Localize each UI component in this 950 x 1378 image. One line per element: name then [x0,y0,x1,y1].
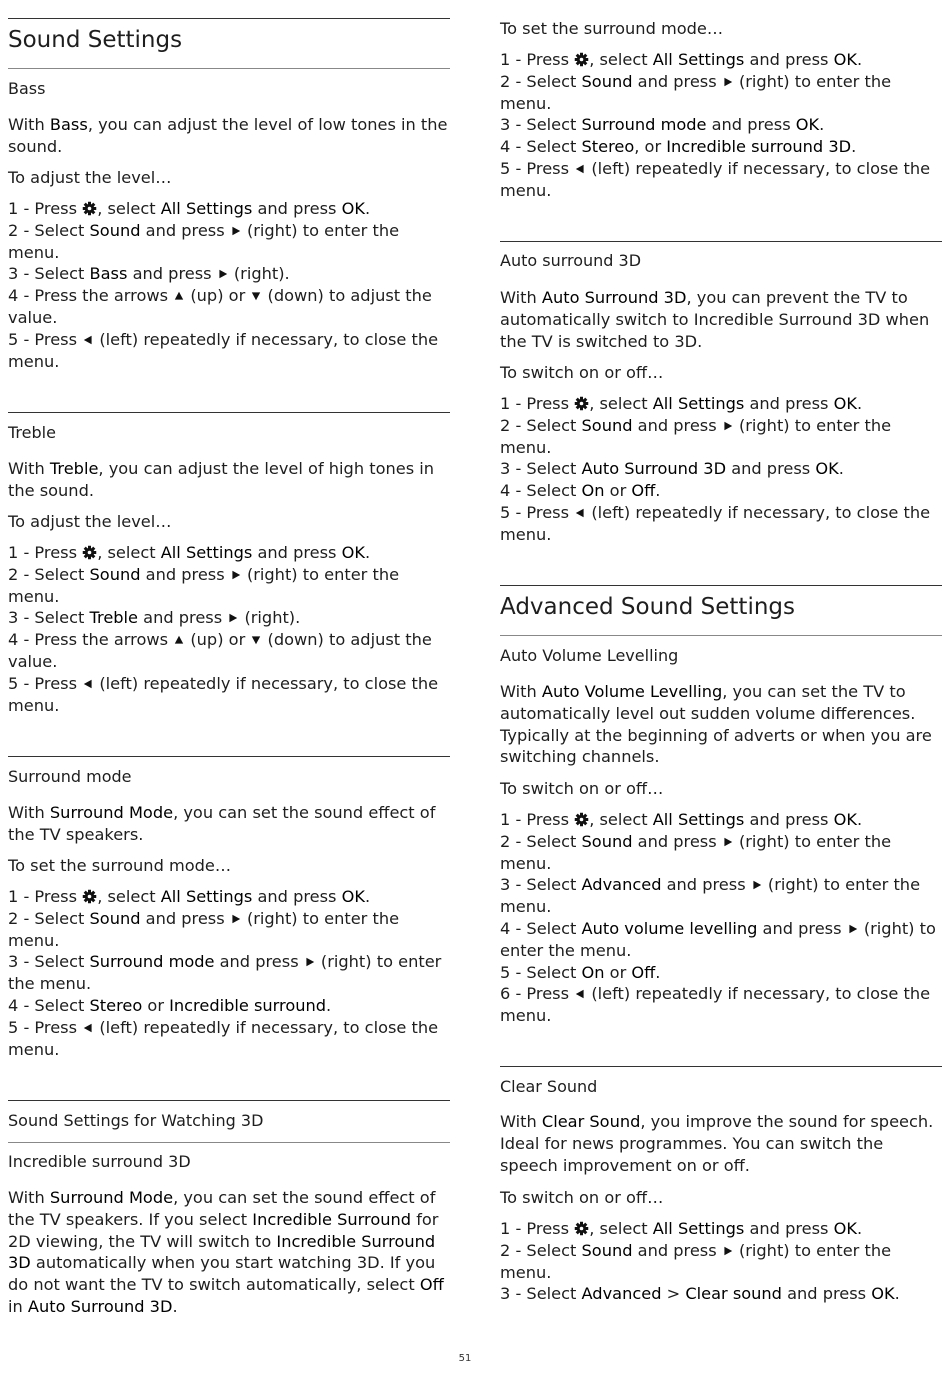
text-run: 2 - Select [500,71,582,91]
gear-icon [574,396,589,411]
step-item [8,951,453,995]
text-run: , you improve the sound for speech. Ideal for news programmes. You can switch the speech improvement on or off. [500,1112,934,1175]
avl-lead: To switch on or off… [500,779,664,798]
ui-term: Surround mode [89,952,215,972]
ui-term: Treble [89,608,139,628]
text-run: (left) repeatedly if necessary, to close the menu. [8,673,439,715]
treble-steps [8,542,453,716]
text-run: 3 - Select [500,875,582,895]
watch3d-heading: Sound Settings for Watching 3D [8,1111,264,1130]
text-run: , select [97,543,161,562]
arrow-left-icon [82,334,94,346]
ui-term: OK [341,887,365,906]
text-run: 2 - Select [500,1240,582,1260]
text-run: (right). [239,608,301,628]
ui-term: OK [833,50,857,69]
step-item [8,886,453,908]
bass-steps [8,198,453,372]
text-run: . [819,115,825,135]
ui-term: Advanced [581,1284,662,1304]
section-rule [8,756,450,757]
text-run: 1 - Press [8,199,83,218]
text-run: (right) to enter the menu. [500,918,936,960]
text-run: and press [744,1219,834,1238]
text-run: 1 - Press [8,887,83,906]
arrow-right-icon [722,836,734,848]
text-run: 4 - Select [500,137,582,157]
auto3d-intro [500,287,945,352]
step-item [8,285,453,329]
arrow-down-icon [250,290,262,302]
step-item [8,673,453,717]
step-item [8,995,453,1017]
text-run: With [8,1188,50,1207]
text-run: 4 - Press the arrows [8,630,174,650]
text-run: 5 - Press [500,502,575,522]
text-run: (left) repeatedly if necessary, to close the menu. [500,984,931,1026]
text-run: or [142,995,170,1015]
gear-icon [82,201,97,216]
section-rule [8,412,450,413]
text-run: With [8,803,50,822]
text-run: (up) or [185,286,251,306]
text-run: and press [252,543,342,562]
step-item [8,198,453,220]
clear-sound-heading: Clear Sound [500,1077,598,1096]
text-run: 3 - Select [8,952,90,972]
ui-term: Bass [49,115,88,134]
arrow-right-icon [722,76,734,88]
text-run: and press [744,50,834,69]
text-run: 1 - Press [500,810,575,829]
arrow-left-icon [574,507,586,519]
text-run: 4 - Select [500,481,582,501]
text-run: With [8,459,50,478]
step-item [500,136,945,158]
text-run: (up) or [185,630,251,650]
ui-term: Surround mode [581,115,707,135]
text-run: 5 - Press [8,673,83,693]
arrow-down-icon [250,634,262,646]
text-run: 1 - Press [500,50,575,69]
bass-heading: Bass [8,79,46,98]
step-item [500,71,945,115]
text-run: and press [661,875,751,895]
text-run: . [655,481,661,501]
text-run: , you can adjust the level of low tones in the sound. [8,115,448,156]
text-run: and press [632,415,722,435]
ui-term: Auto Surround 3D [27,1296,173,1316]
ui-term: Surround Mode [49,803,174,822]
clear-sound-steps [500,1218,945,1305]
gear-icon [574,1221,589,1236]
ui-term: Off [419,1275,444,1295]
text-run: 5 - Press [8,1017,83,1037]
text-run: , you can set the sound effect of the TV speakers. If you select [8,1188,436,1229]
text-run: (left) repeatedly if necessary, to close the menu. [8,329,439,371]
ui-term: OK [833,394,857,413]
text-run: and press [781,1284,872,1304]
text-run: 1 - Press [500,1219,575,1238]
ui-term: Sound [89,564,141,584]
text-run: (left) repeatedly if necessary, to close the menu. [500,158,931,200]
auto3d-lead: To switch on or off… [500,363,664,382]
avl-heading: Auto Volume Levelling [500,646,679,665]
text-run: (right) to enter the menu. [8,908,400,950]
text-run: 2 - Select [8,908,90,928]
ui-term: All Settings [160,199,253,218]
text-run: , select [97,887,161,906]
ui-term: All Settings [160,543,253,562]
ui-term: Treble [49,459,99,478]
step-item [500,1218,945,1240]
arrow-right-icon [751,879,763,891]
subsection-rule [8,1142,450,1143]
step-item [500,983,945,1027]
text-run: 5 - Press [500,158,575,178]
text-run: 2 - Select [8,564,90,584]
ui-term: Auto volume levelling [581,918,758,938]
text-run: automatically when you start watching 3D. If you do not want the TV to switch automatically, select [8,1253,436,1295]
ui-term: All Settings [652,50,745,69]
arrow-right-icon [230,913,242,925]
text-run: (right) to enter the menu. [500,1240,892,1282]
step-item [8,629,453,673]
ui-term: OK [795,115,820,135]
bass-intro [8,114,453,158]
text-run: . [857,394,863,413]
text-run: and press [726,459,816,479]
text-run: or [604,481,632,501]
ui-term: OK [341,199,365,218]
clear-sound-intro [500,1111,945,1176]
ui-term: Clear sound [685,1284,782,1304]
ui-term: Sound [581,831,633,851]
text-run: With [500,1112,542,1131]
text-run: (right) to enter the menu. [500,415,892,457]
step-item [500,480,945,502]
text-run: 1 - Press [8,543,83,562]
ui-term: Auto Surround 3D [541,288,687,307]
text-run: (right) to enter the menu. [500,875,921,917]
text-run: 5 - Select [500,962,582,982]
ui-term: Incredible surround [169,995,327,1015]
auto3d-steps [500,393,945,546]
text-run: , you can set the sound effect of the TV speakers. [8,803,436,844]
arrow-right-icon [230,569,242,581]
ui-term: Sound [89,220,141,240]
surround-steps [8,886,453,1060]
step-item [500,874,945,918]
text-run: . [172,1296,178,1316]
text-run: 6 - Press [500,984,575,1004]
step-item [8,564,453,608]
ui-term: OK [871,1284,895,1304]
step-item [500,415,945,459]
text-run: and press [140,908,230,928]
text-run: and press [632,71,722,91]
text-run: and press [757,918,847,938]
step-item [500,158,945,202]
text-run: and press [744,810,834,829]
advanced-title: Advanced Sound Settings [500,594,795,620]
text-run: and press [252,199,342,218]
ui-term: Auto Volume Levelling [541,682,723,701]
text-run: . [365,543,371,562]
step-item [8,542,453,564]
text-run: . [365,199,371,218]
text-run: 3 - Select [500,459,582,479]
step-item [8,607,453,629]
ui-term: On [581,481,605,501]
clear-sound-lead: To switch on or off… [500,1188,664,1207]
ui-term: Incredible Surround 3D [8,1231,436,1273]
text-run: (right) to enter the menu. [8,952,442,994]
ui-term: Bass [89,264,128,284]
step-item [500,502,945,546]
step-item [500,458,945,480]
arrow-right-icon [847,923,859,935]
ui-term: Auto Surround 3D [581,459,727,479]
incredible-3d-heading: Incredible surround 3D [8,1152,191,1171]
text-run: 2 - Select [500,831,582,851]
step-item [500,1283,945,1305]
step-item [8,1017,453,1061]
ui-term: All Settings [652,1219,745,1238]
arrow-left-icon [82,1022,94,1034]
text-run: and press [140,220,230,240]
text-run: . [838,459,844,479]
section-rule [500,1066,942,1067]
text-run: 1 - Press [500,394,575,413]
ui-term: Surround Mode [49,1188,174,1207]
text-run: , or [634,137,667,157]
text-run: , select [589,1219,653,1238]
ui-term: Sound [581,1240,633,1260]
text-run: 2 - Select [500,415,582,435]
step-item [500,393,945,415]
ui-term: Stereo [581,137,635,157]
text-run: , select [589,394,653,413]
ui-term: Sound [581,71,633,91]
step-item [500,962,945,984]
text-run: With [500,288,542,307]
arrow-left-icon [574,163,586,175]
ui-term: All Settings [652,810,745,829]
ui-term: OK [815,459,839,479]
text-run: 3 - Select [500,1284,582,1304]
ui-term: Sound [89,908,141,928]
avl-steps [500,809,945,1027]
arrow-left-icon [82,678,94,690]
ui-term: Off [631,962,656,982]
text-run: , you can prevent the TV to automatically switch to Incredible Surround 3D when the TV is switched to 3D. [500,288,930,351]
text-run: 5 - Press [8,329,83,349]
arrow-right-icon [217,268,229,280]
text-run: in [8,1296,28,1316]
step-item [500,49,945,71]
surround3d-lead: To set the surround mode… [500,19,724,38]
text-run: , select [589,810,653,829]
text-run: . [857,50,863,69]
text-run: . [857,1219,863,1238]
page-title: Sound Settings [8,27,183,53]
top-rule [8,18,450,19]
auto3d-heading: Auto surround 3D [500,251,642,270]
page-number: 51 [458,1353,472,1364]
arrow-up-icon [173,290,185,302]
ui-term: OK [341,543,365,562]
gear-icon [574,812,589,827]
text-run: . [655,962,661,982]
text-run: (down) to adjust the value. [8,630,432,671]
ui-term: Clear Sound [541,1112,641,1131]
text-run: , select [97,199,161,218]
ui-term: Advanced [581,875,662,895]
ui-term: OK [833,810,857,829]
text-run: 4 - Press the arrows [8,286,174,306]
ui-term: Incredible Surround [252,1209,412,1229]
arrow-up-icon [173,634,185,646]
text-run: and press [127,264,217,284]
text-run: 2 - Select [8,220,90,240]
text-run: (right). [228,264,290,284]
ui-term: Incredible surround 3D [666,137,852,157]
arrow-left-icon [574,988,586,1000]
text-run: (left) repeatedly if necessary, to close the menu. [500,502,931,544]
text-run: With [8,115,50,134]
step-item [500,831,945,875]
text-run: (right) to enter the menu. [8,220,400,262]
text-run: and press [138,608,228,628]
text-run: , you can set the TV to automatically level out sudden volume differences. Typically at the beginning of adverts or when you are switching channels. [500,682,932,767]
step-item [8,329,453,373]
ui-term: OK [833,1219,857,1238]
section-rule [500,241,942,242]
text-run: 4 - Select [500,918,582,938]
text-run: and press [632,1240,722,1260]
text-run: and press [744,394,834,413]
text-run: , select [589,50,653,69]
section-rule [500,585,942,586]
text-run: and press [632,831,722,851]
text-run: and press [214,952,304,972]
treble-lead: To adjust the level… [8,512,172,531]
text-run: . [857,810,863,829]
step-item [500,918,945,962]
text-run: , you can adjust the level of high tones in the sound. [8,459,435,500]
title-rule [8,68,450,69]
ui-term: All Settings [160,887,253,906]
text-run: (left) repeatedly if necessary, to close the menu. [8,1017,439,1059]
text-run: and press [140,564,230,584]
text-run: for 2D viewing, the TV will switch to [8,1209,439,1251]
text-run: . [326,995,332,1015]
step-item [500,809,945,831]
treble-intro [8,458,453,502]
bass-lead: To adjust the level… [8,168,172,187]
incredible-3d-intro [8,1187,453,1318]
arrow-right-icon [227,612,239,624]
ui-term: Off [631,481,656,501]
surround-heading: Surround mode [8,767,132,786]
text-run: . [851,137,857,157]
arrow-right-icon [722,420,734,432]
text-run: 3 - Select [8,264,90,284]
gear-icon [574,52,589,67]
surround-intro [8,802,453,846]
text-run: With [500,682,542,701]
section-rule [8,1100,450,1101]
text-run: and press [252,887,342,906]
text-run: (right) to enter the menu. [8,564,400,606]
step-item [500,114,945,136]
title-rule [500,635,942,636]
treble-heading: Treble [8,423,56,442]
text-run: > [661,1284,686,1304]
gear-icon [82,889,97,904]
arrow-right-icon [230,225,242,237]
text-run: 4 - Select [8,995,90,1015]
text-run: and press [706,115,796,135]
text-run: (right) to enter the menu. [500,831,892,873]
text-run: (right) to enter the menu. [500,71,892,113]
text-run: 3 - Select [8,608,90,628]
ui-term: On [581,962,605,982]
step-item [500,1240,945,1284]
text-run: (down) to adjust the value. [8,286,432,327]
surround-lead: To set the surround mode… [8,856,232,875]
text-run: 3 - Select [500,115,582,135]
text-run: or [604,962,632,982]
avl-intro [500,681,945,768]
step-item [8,220,453,264]
text-run: . [365,887,371,906]
step-item [8,263,453,285]
ui-term: All Settings [652,394,745,413]
ui-term: Stereo [89,995,143,1015]
arrow-right-icon [722,1245,734,1257]
text-run: . [894,1284,900,1304]
arrow-right-icon [304,956,316,968]
step-item [8,908,453,952]
ui-term: Sound [581,415,633,435]
surround3d-steps [500,49,945,202]
gear-icon [82,545,97,560]
